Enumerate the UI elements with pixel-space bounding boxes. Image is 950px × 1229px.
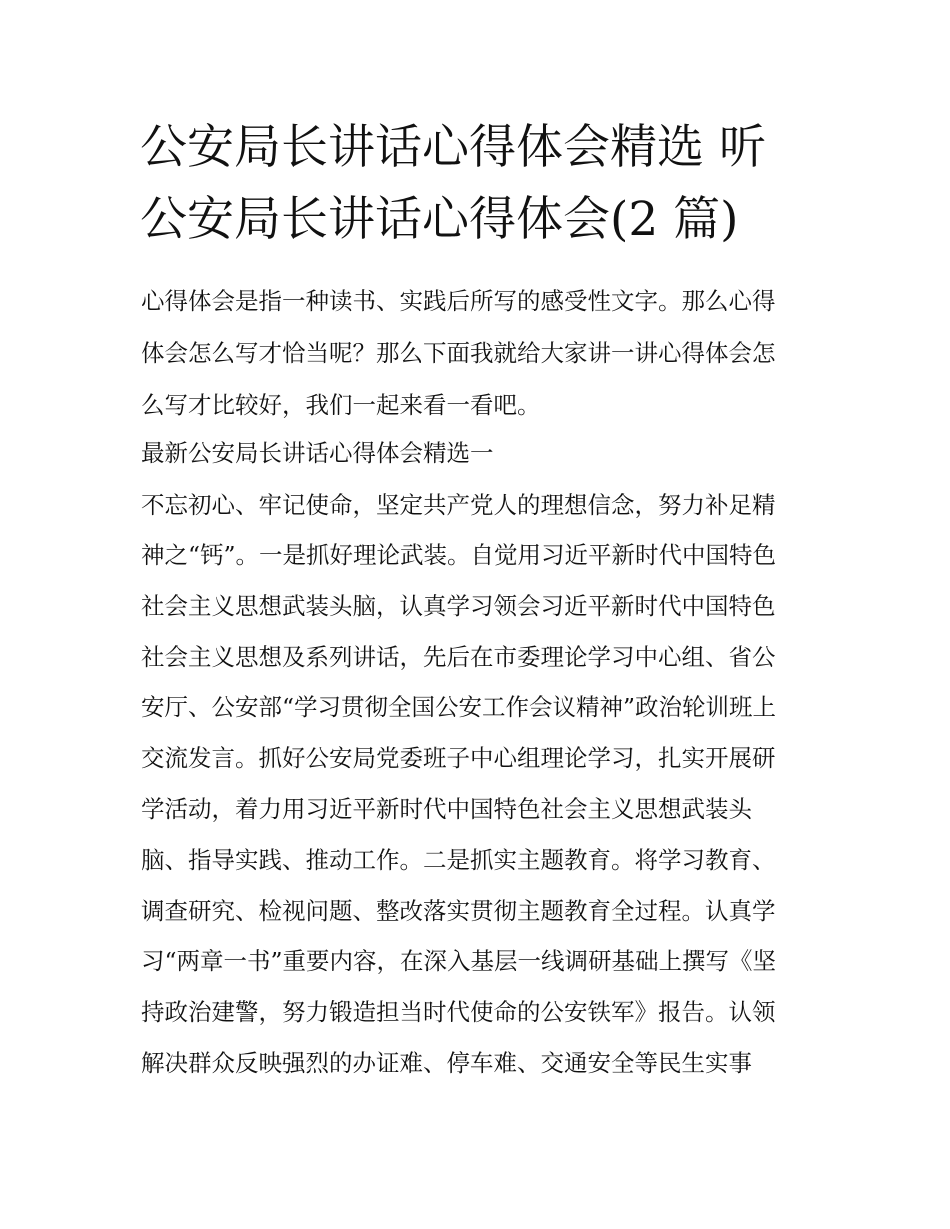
document-title: [140, 112, 820, 256]
body-line-11: 持政治建警，努力锻造担当时代使命的公安铁军》报告。认领: [141, 998, 776, 1026]
body-line-2: 神之“钙”。一是抓好理论武装。自觉用习近平新时代中国特色: [141, 541, 777, 569]
intro-line-1: 心得体会是指一种读书、实践后所写的感受性文字。那么心得: [141, 287, 776, 315]
body-line-9: 调查研究、检视问题、整改落实贯彻主题教育全过程。认真学: [141, 897, 776, 925]
title-line-2: 公安局长讲话心得体会(2 篇): [140, 192, 739, 247]
body-line-12: 解决群众反映强烈的办证难、停车难、交通安全等民生实事: [141, 1049, 752, 1077]
body-line-10: 习“两章一书”重要内容，在深入基层一线调研基础上撰写《坚: [141, 947, 777, 975]
body-line-5: 安厅、公安部“学习贯彻全国公安工作会议精神”政治轮训班上: [141, 693, 777, 721]
body-line-3: 社会主义思想武装头脑，认真学习领会习近平新时代中国特色: [141, 592, 776, 620]
body-line-1: 不忘初心、牢记使命，坚定共产党人的理想信念，努力补足精: [141, 491, 776, 519]
body-line-8: 脑、指导实践、推动工作。二是抓实主题教育。将学习教育、: [141, 846, 776, 874]
title-line-1: 公安局长讲话心得体会精选 听: [140, 120, 766, 175]
body-line-7: 学活动，着力用习近平新时代中国特色社会主义思想武装头: [141, 795, 752, 823]
intro-line-2: 体会怎么写才恰当呢？那么下面我就给大家讲一讲心得体会怎: [141, 339, 776, 367]
body-line-4: 社会主义思想及系列讲话，先后在市委理论学习中心组、省公: [141, 643, 776, 671]
intro-line-3: 么写才比较好，我们一起来看一看吧。: [141, 391, 541, 419]
body-line-6: 交流发言。抓好公安局党委班子中心组理论学习，扎实开展研: [141, 744, 776, 772]
section-heading: 最新公安局长讲话心得体会精选一: [141, 439, 494, 467]
